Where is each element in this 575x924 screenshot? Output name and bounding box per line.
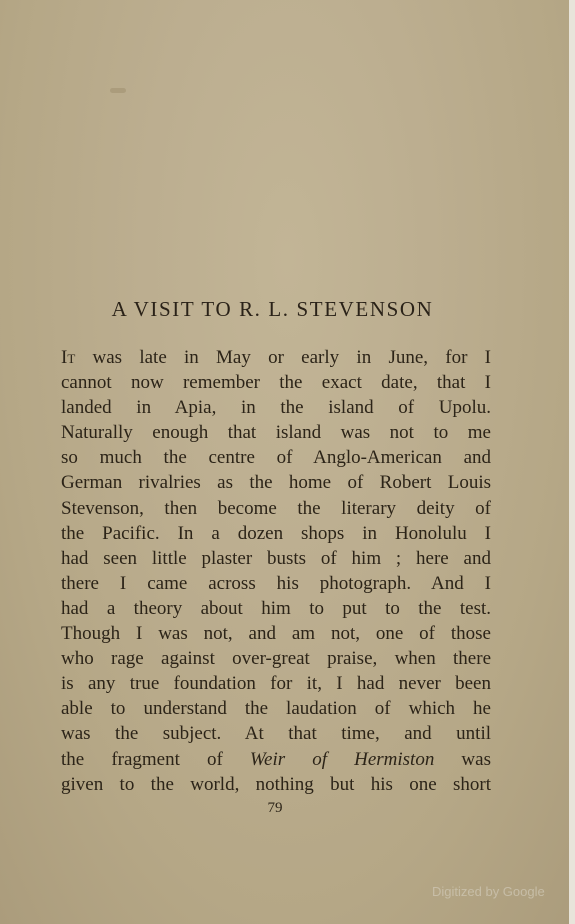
text-line: given to the world, nothing but his one short	[61, 773, 491, 795]
text-line: had seen little plaster busts of him ; here and	[61, 547, 491, 569]
page-edge	[569, 0, 575, 924]
text-line: cannot now remember the exact date, that I	[61, 372, 491, 394]
text-line: so much the centre of Anglo-American and	[61, 447, 491, 469]
text-line: able to understand the laudation of which he	[61, 698, 491, 720]
page-speck	[110, 88, 126, 93]
page-number: 79	[267, 800, 283, 816]
text-line: Though I was not, and am not, one of those	[61, 623, 491, 645]
text-line: there I came across his photograph. And I	[61, 572, 491, 594]
text-line: German rivalries as the home of Robert Louis	[61, 472, 491, 494]
text-line: is any true foundation for it, I had never been	[61, 673, 491, 695]
text-line-rest: was late in May or early in June, for I	[75, 347, 491, 368]
digitization-watermark: Digitized by Google	[432, 884, 545, 899]
text-line: was the subject. At that time, and until	[61, 723, 491, 745]
text-line-after: was	[434, 748, 491, 770]
text-line: landed in Apia, in the island of Upolu.	[61, 397, 491, 419]
text-line	[61, 345, 491, 370]
text-line: Naturally enough that island was not to me	[61, 422, 491, 444]
text-line: Stevenson, then become the literary deity of	[61, 497, 491, 519]
text-line-before: the fragment of	[61, 748, 250, 770]
book-title-italic: Weir of Hermiston	[249, 748, 435, 770]
body-text	[61, 345, 491, 797]
chapter-title: A VISIT TO R. L. STEVENSON	[111, 297, 434, 321]
opening-word: It	[61, 347, 76, 368]
text-line: had a theory about him to put to the test.	[61, 597, 491, 619]
text-line: who rage against over-great praise, when there	[61, 648, 491, 670]
text-line	[61, 747, 491, 772]
text-line: the Pacific. In a dozen shops in Honolulu I	[61, 522, 491, 544]
